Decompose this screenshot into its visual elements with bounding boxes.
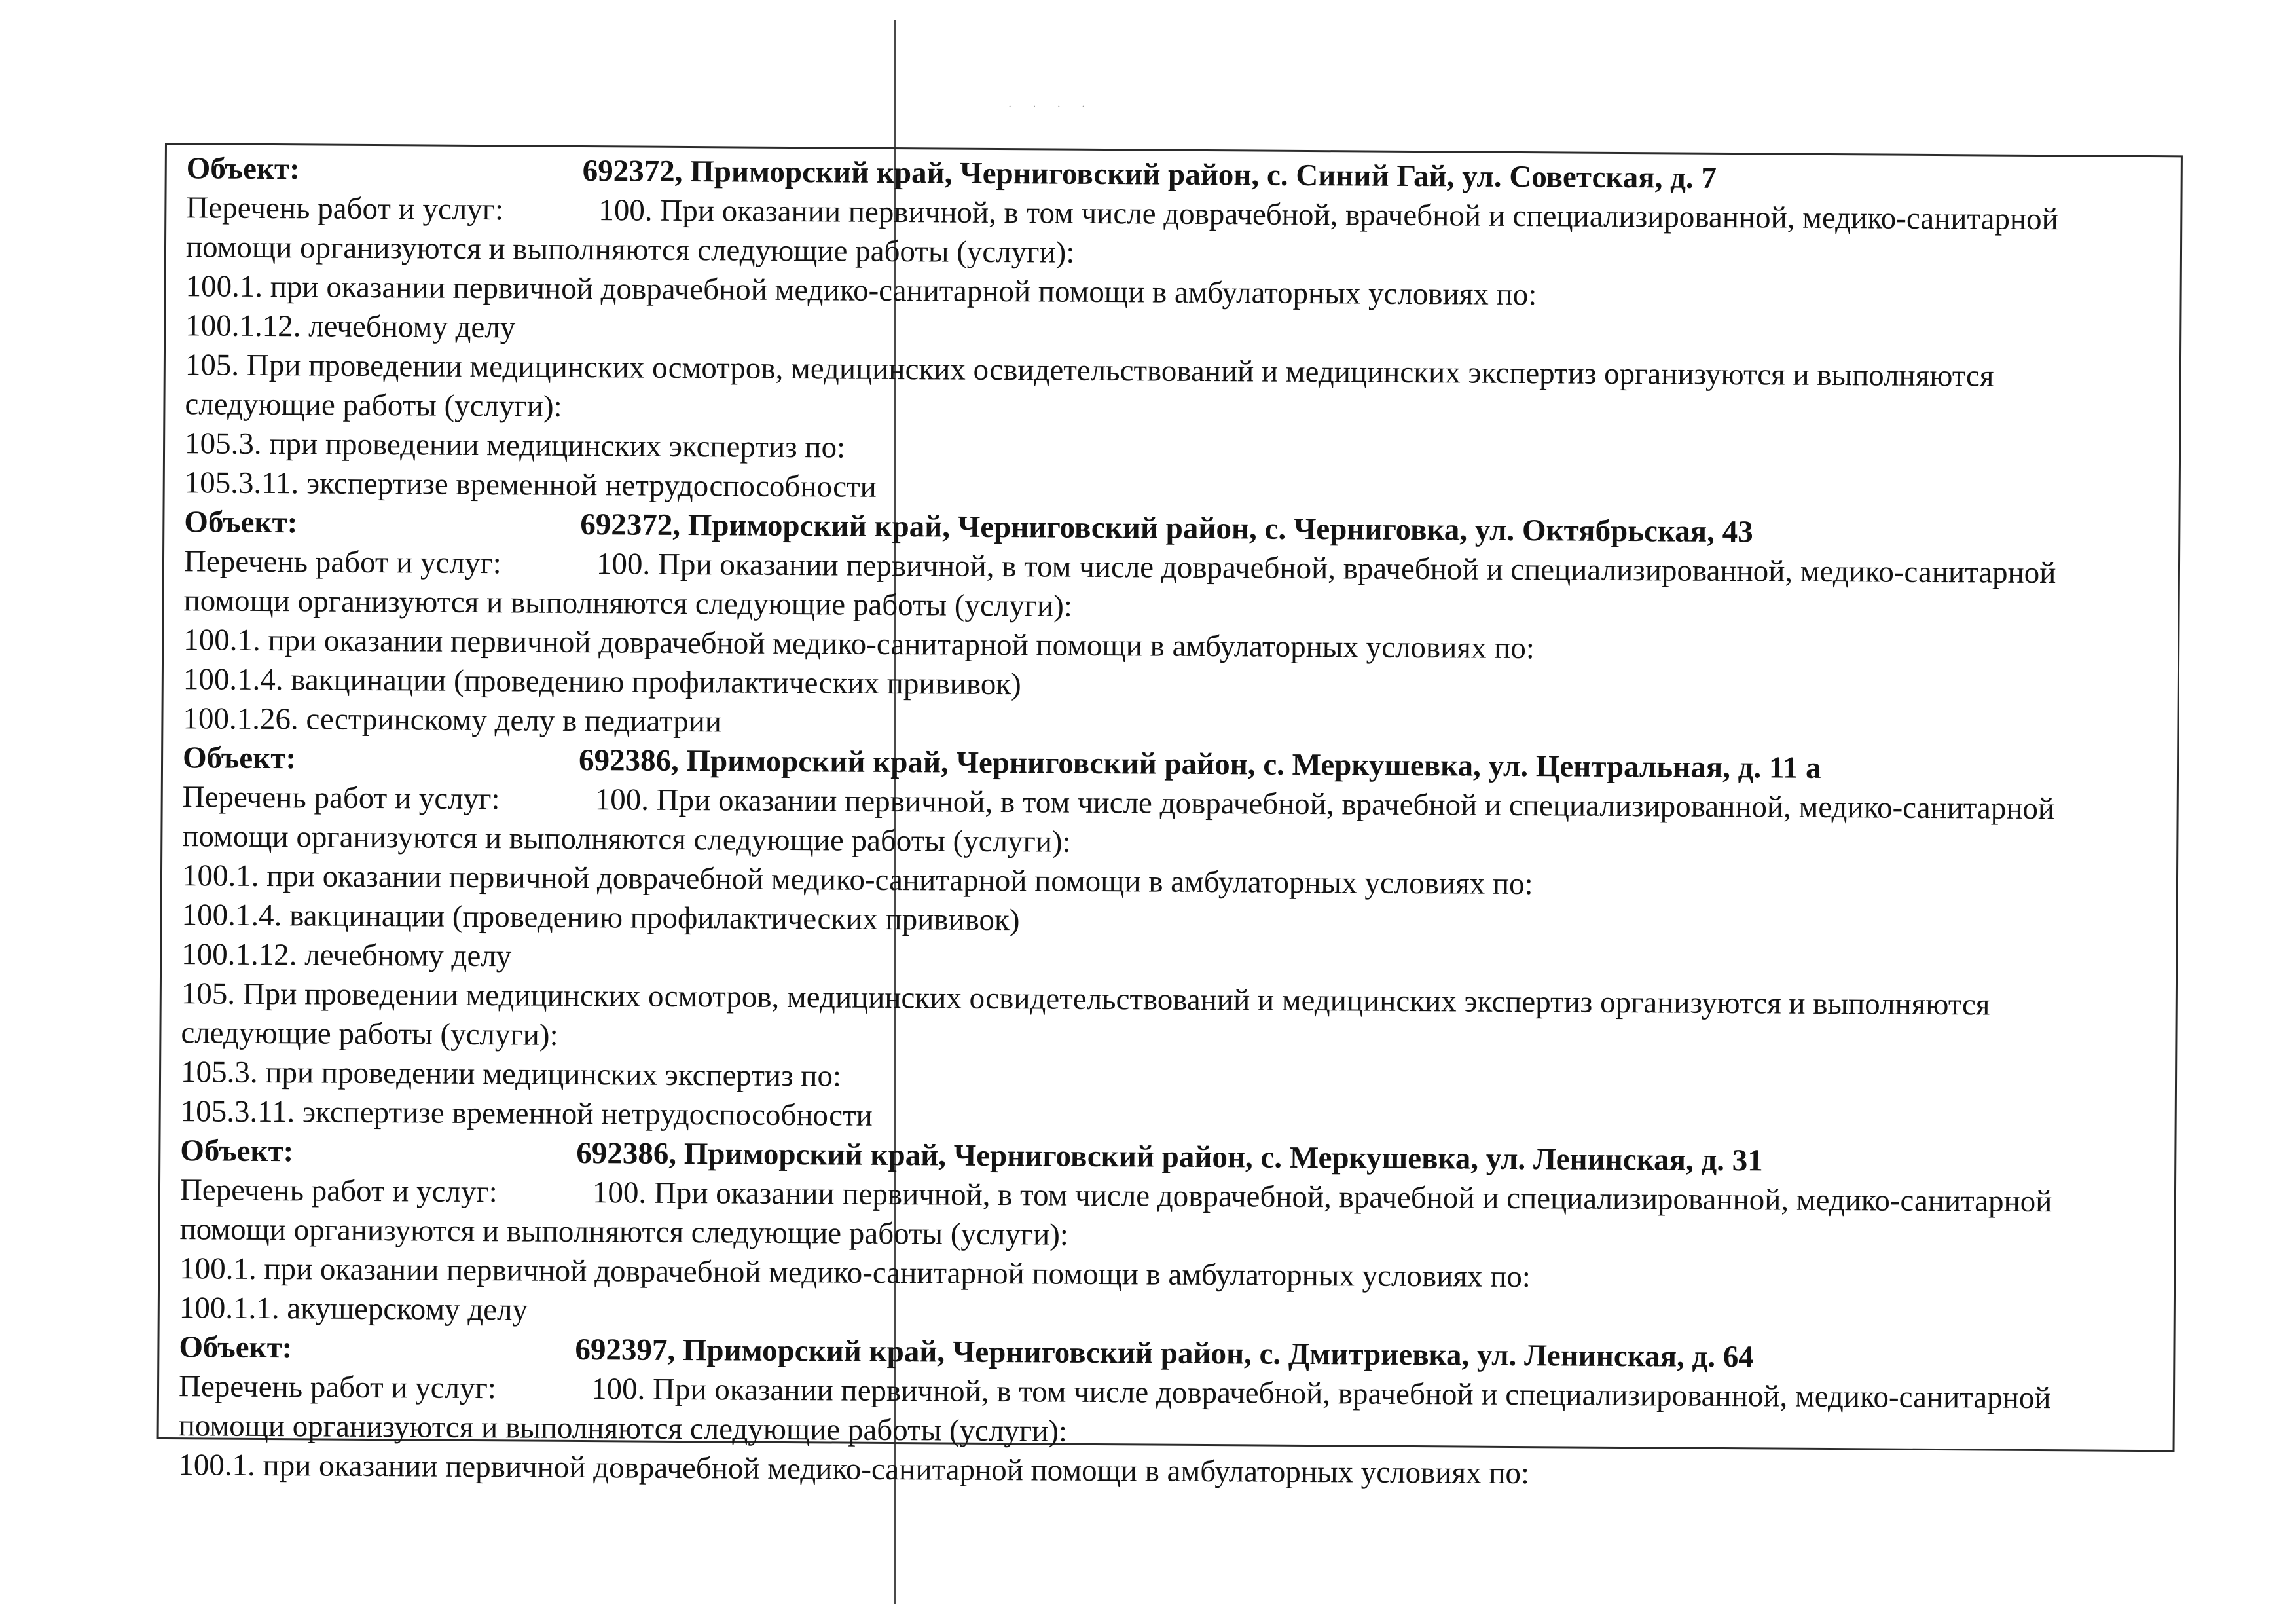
object-label: Объект: [182, 741, 297, 776]
object-label: Объект: [186, 151, 300, 187]
services-list-label: Перечень работ и услуг: [186, 191, 504, 227]
services-list-text: 100. При оказании первичной, в том числе доврачебной, врачебной и специализированной, медико-санитарной [594, 783, 2055, 826]
service-line: 100.1.4. вакцинации (проведению профилактических прививок) [183, 662, 1021, 702]
services-list-text: 100. При оказании первичной, в том числе доврачебной, врачебной и специализированной, медико-санитарной [591, 1372, 2051, 1416]
service-line: следующие работы (услуги): [185, 387, 562, 424]
service-line: 100.1. при оказании первичной доврачебной медико-санитарной помощи в амбулаторных условиях по: [179, 1251, 1531, 1295]
service-line: 105.3. при проведении медицинских экспертиз по: [180, 1055, 842, 1094]
license-objects-table [157, 143, 2183, 1491]
object-block [181, 738, 2178, 1143]
scan-speck: · · · · [1008, 101, 1095, 113]
object-address: 692397, Приморский край, Черниговский район, с. Дмитриевка, ул. Ленинская, д. 64 [575, 1332, 1754, 1375]
services-list-text: 100. При оказании первичной, в том числе доврачебной, врачебной и специализированной, медико-санитарной [598, 193, 2058, 237]
service-line: 105.3.11. экспертизе временной нетрудоспособности [184, 466, 877, 504]
service-line: 105. При проведении медицинских осмотров, медицинских освидетельствований и медицинских экспертиз организуются и выполняются [185, 348, 1994, 394]
service-line: 100.1. при оказании первичной доврачебной медико-санитарной помощи в амбулаторных условиях по: [178, 1448, 1530, 1491]
object-address: 692386, Приморский край, Черниговский район, с. Меркушевка, ул. Ленинская, д. 31 [576, 1135, 1763, 1178]
service-line: 100.1.12. лечебному делу [181, 937, 512, 974]
services-list-label: Перечень работ и услуг: [179, 1173, 498, 1209]
object-block [185, 149, 2181, 515]
services-list-label: Перечень работ и услуг: [178, 1369, 497, 1406]
object-address: 692372, Приморский край, Черниговский район, с. Черниговка, ул. Октябрьская, 43 [580, 507, 1753, 549]
service-line: 100.1.1. акушерскому делу [179, 1291, 528, 1327]
services-list-label: Перечень работ и услуг: [182, 780, 500, 817]
service-line: 100.1.26. сестринскому делу в педиатрии [183, 701, 722, 739]
service-line: помощи организуются и выполняются следующие работы (услуги): [185, 230, 1075, 270]
object-block [179, 1131, 2175, 1340]
services-list-text: 100. При оказании первичной, в том числе доврачебной, врачебной и специализированной, медико-санитарной [592, 1175, 2052, 1219]
service-line: помощи организуются и выполняются следующие работы (услуги): [178, 1409, 1068, 1449]
service-line: 105. При проведении медицинских осмотров, медицинских освидетельствований и медицинских экспертиз организуются и выполняются [181, 976, 1990, 1022]
object-address: 692386, Приморский край, Черниговский район, с. Меркушевка, ул. Центральная, д. 11 а [578, 743, 1821, 785]
object-address: 692372, Приморский край, Черниговский район, с. Синий Гай, ул. Советская, д. 7 [582, 154, 1717, 195]
service-line: 105.3. при проведении медицинских экспертиз по: [184, 426, 846, 465]
object-label: Объект: [184, 505, 298, 540]
services-list-text: 100. При оказании первичной, в том числе доврачебной, врачебной и специализированной, медико-санитарной [596, 547, 2056, 591]
service-line: 100.1. при оказании первичной доврачебной медико-санитарной помощи в амбулаторных условиях по: [183, 623, 1535, 666]
service-line: помощи организуются и выполняются следующие работы (услуги): [183, 583, 1073, 623]
service-line: 100.1.4. вакцинации (проведению профилактических прививок) [181, 898, 1020, 938]
service-line: 100.1. при оказании первичной доврачебной медико-санитарной помощи в амбулаторных условиях по: [181, 858, 1533, 902]
services-list-label: Перечень работ и услуг: [183, 544, 501, 581]
object-block [183, 502, 2178, 750]
object-label: Объект: [180, 1134, 294, 1169]
object-label: Объект: [179, 1330, 293, 1365]
service-line: помощи организуются и выполняются следующие работы (услуги): [182, 819, 1071, 859]
service-line: 100.1.12. лечебному делу [185, 308, 516, 345]
service-line: 100.1. при оказании первичной доврачебной медико-санитарной помощи в амбулаторных условиях по: [185, 269, 1537, 312]
service-line: 105.3.11. экспертизе временной нетрудоспособности [180, 1094, 873, 1133]
object-block [178, 1327, 2173, 1497]
service-line: помощи организуются и выполняются следующие работы (услуги): [179, 1212, 1069, 1252]
service-line: следующие работы (услуги): [181, 1016, 558, 1052]
